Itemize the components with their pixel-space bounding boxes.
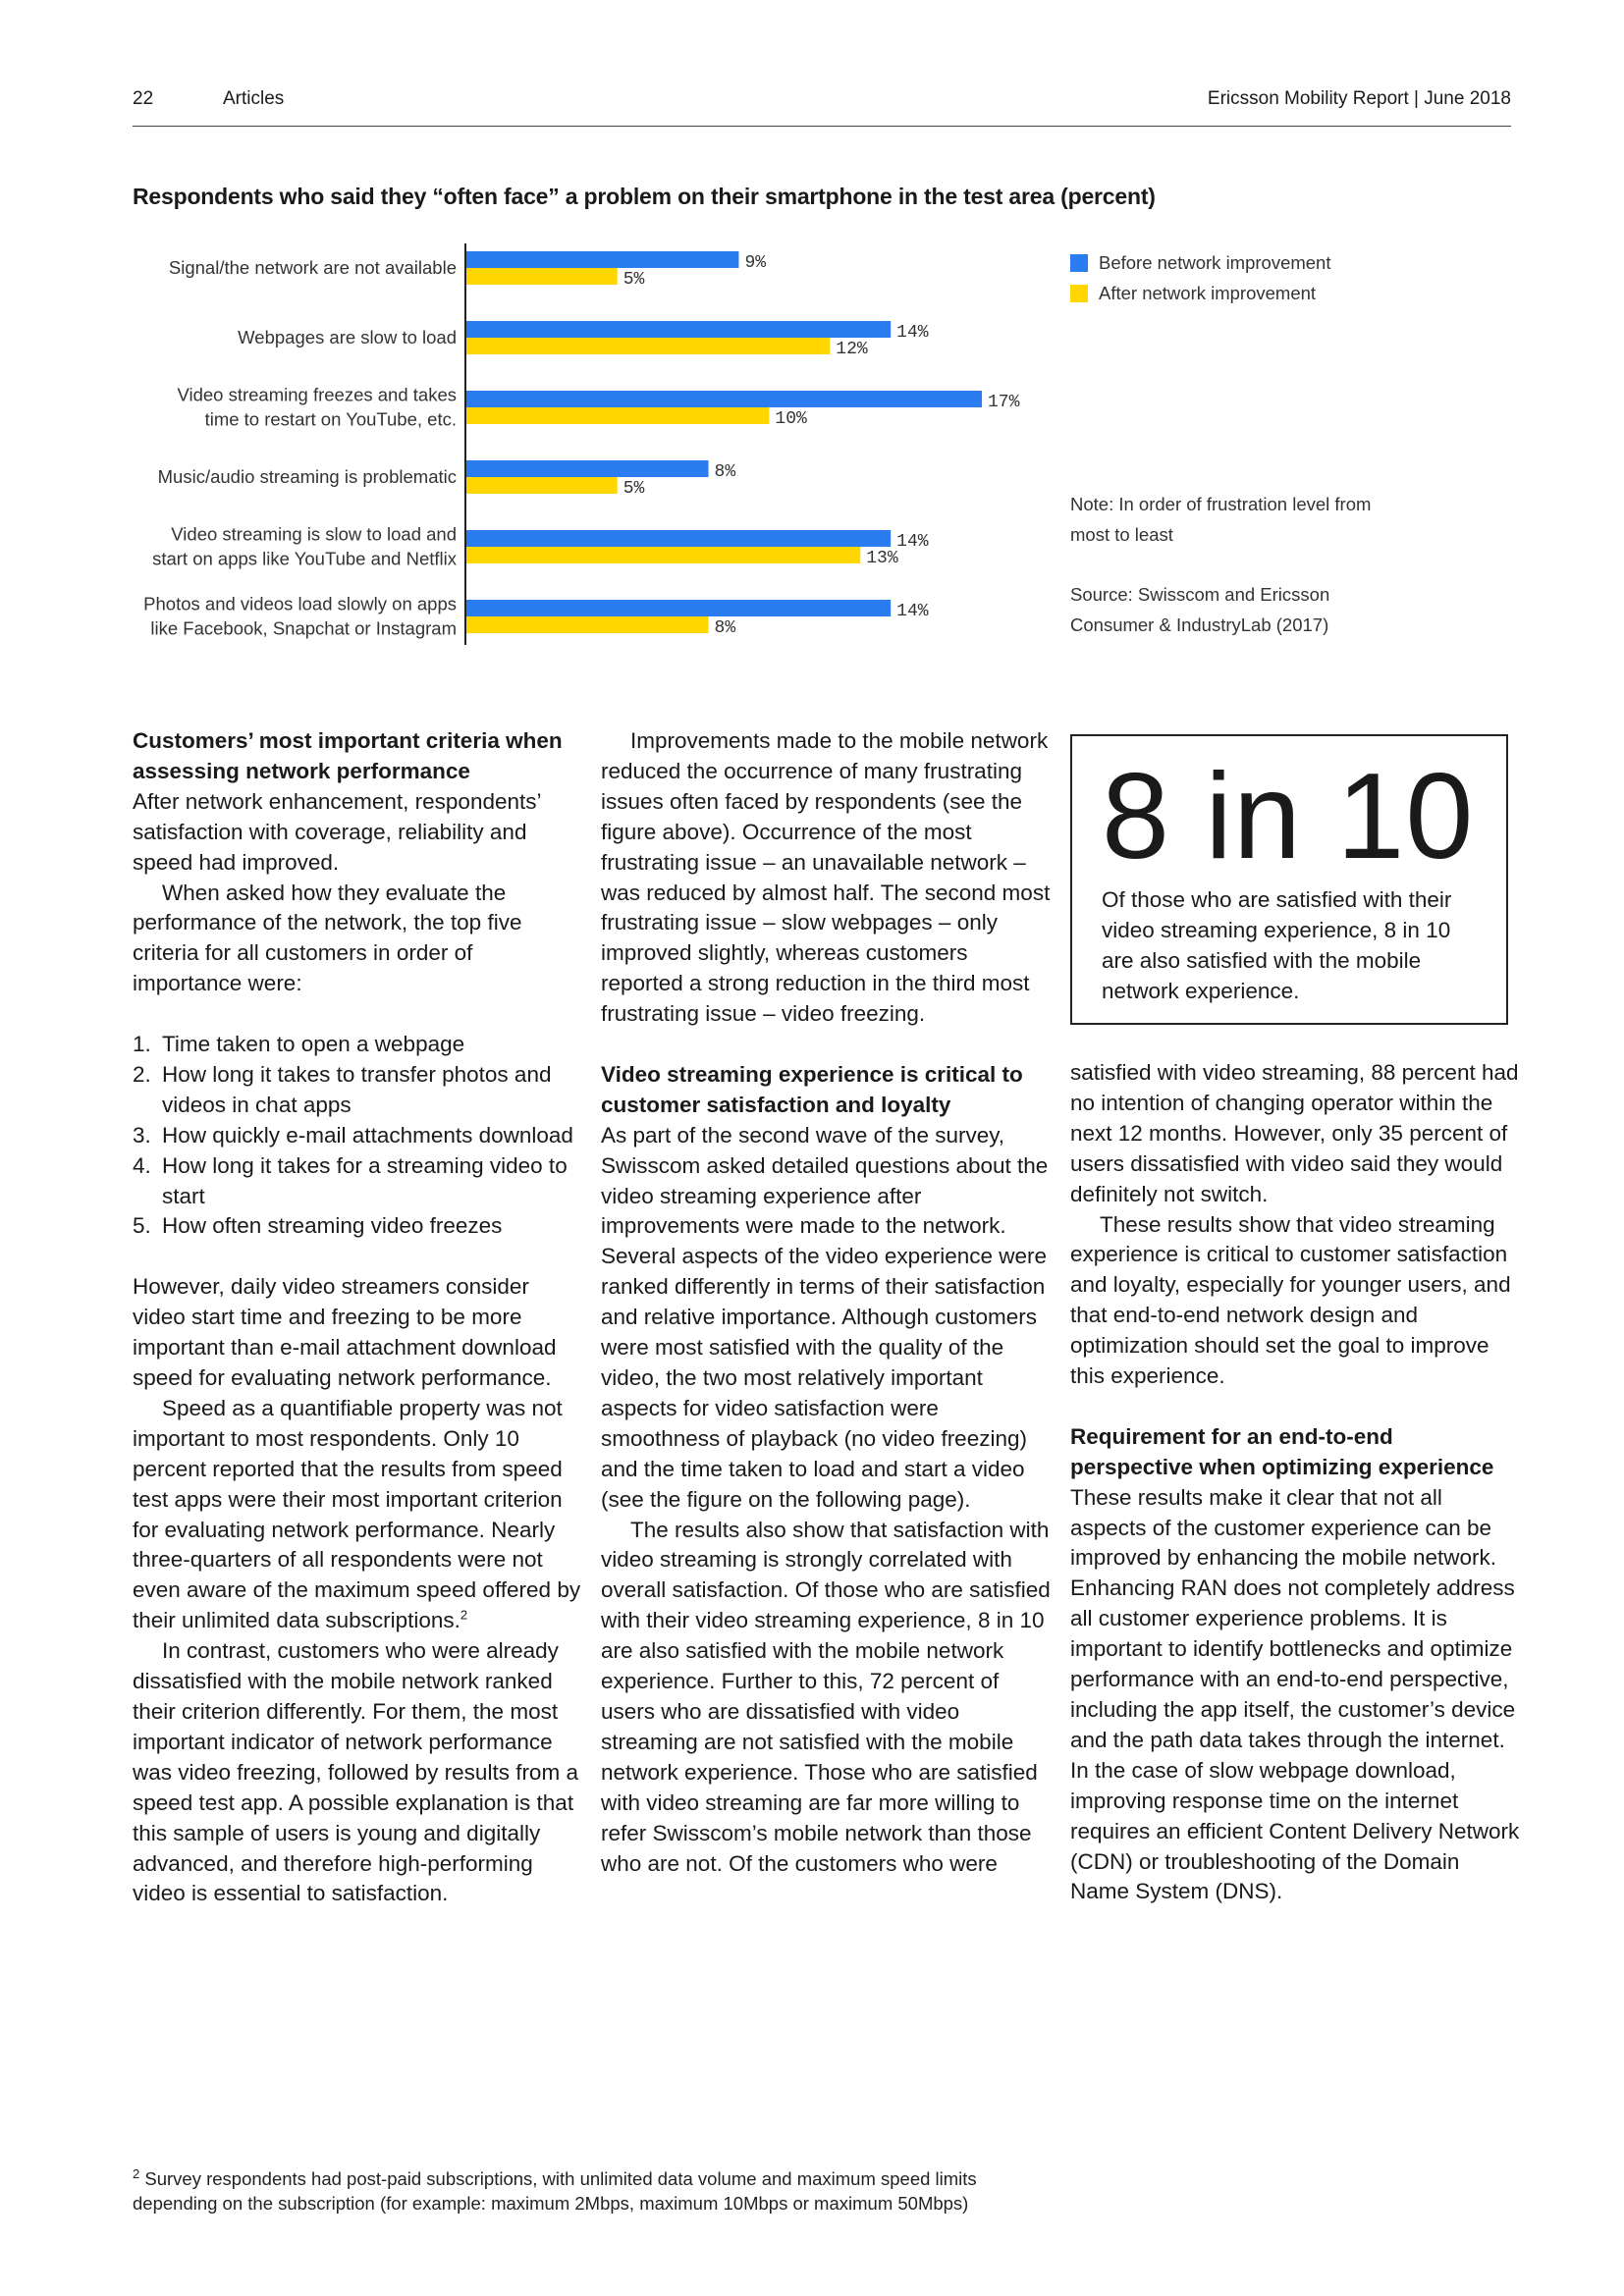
- chart-legend: [1070, 247, 1331, 308]
- footnote-mark: 2: [133, 2165, 140, 2181]
- paragraph: In contrast, customers who were already dissatisfied with the mobile network ranked their criterion differently. For them, the most important indicator of network performance was video freezing, followed by results from a speed test app. A possible explanation is that this sample of users is young and digitally advanced, and therefore high-performing video is essential to satisfaction.: [133, 1638, 578, 1906]
- legend-swatch-after: [1070, 285, 1088, 302]
- bar-after-5: [465, 547, 860, 563]
- value-label-before-5: 14%: [896, 532, 929, 552]
- paragraph: As part of the second wave of the survey, Swisscom asked detailed questions about the video streaming experience after improvements were made to the network. Several aspects of the video experience were ranked differently in terms of their satisfaction and relative importance. Although customers were most satisfied with the quality of the video, the two most relatively important aspects for video satisfaction were smoothness of playback (no video freezing) and the time taken to load and start a video (see the figure on the following page).: [601, 1122, 1049, 1512]
- section-heading: Requirement for an end-to-end perspective when optimizing experience: [1070, 1423, 1494, 1479]
- paragraph: Improvements made to the mobile network reduced the occurrence of many frustrating issues often faced by respondents (see the figure above). Occurrence of the most frustrating issue – an unavailable network – was reduced by almost half. The second most frustrating issue – slow webpages – only improved slightly, whereas customers reported a strong reduction in the third most frustrating issue – video freezing.: [601, 728, 1051, 1027]
- value-label-after-1: 5%: [623, 270, 645, 290]
- bar-after-1: [465, 268, 618, 285]
- paragraph: After network enhancement, respondents’ satisfaction with coverage, reliability and speed had improved.: [133, 788, 541, 875]
- text-column-1: [133, 726, 584, 1909]
- category-label-6: Photos and videos load slowly on apps: [143, 593, 457, 614]
- legend-item-after: [1070, 278, 1331, 308]
- value-label-before-2: 14%: [896, 323, 929, 343]
- paragraph: When asked how they evaluate the performance of the network, the top five criteria for all customers in order of importance were:: [133, 880, 522, 996]
- list-item: 3. How quickly e-mail attachments download: [133, 1122, 573, 1148]
- text-column-2: [601, 726, 1053, 1879]
- paragraph: These results show that video streaming experience is critical to customer satisfaction and loyalty, especially for younger users, and that end-to-end network design and optimization should set the goal to improve this experience.: [1070, 1211, 1511, 1389]
- callout-figure: 8 in 10: [1102, 749, 1475, 884]
- bar-after-4: [465, 477, 618, 494]
- bar-before-6: [465, 600, 891, 616]
- paragraph: Speed as a quantifiable property was not important to most respondents. Only 10 percent reported that the results from speed test apps were their most important criterion for evaluating network performance. Nearly three-quarters of all respondents were not even aware of the maximum speed offered by their unlimited data subscriptions.$^2$: [133, 1395, 581, 1633]
- category-label-3: Video streaming freezes and takes: [177, 384, 457, 405]
- value-label-before-6: 14%: [896, 602, 929, 621]
- value-label-after-4: 5%: [623, 479, 645, 499]
- paragraph: However, daily video streamers consider video start time and freezing to be more important than e-mail attachment download speed for evaluating network performance.: [133, 1274, 557, 1390]
- value-label-before-3: 17%: [988, 393, 1020, 412]
- footnote-ref: 2: [460, 1607, 468, 1623]
- paragraph: These results make it clear that not all aspects of the customer experience can be improved by enhancing the mobile network. Enhancing RAN does not completely address all customer experience problems. It is important to identify bottlenecks and optimize performance with an end-to-end perspective, including the app itself, the customer’s device and the path data takes through the internet. In the case of slow webpage download, improving response time on the internet requires an efficient Content Delivery Network (CDN) or troubleshooting of the Domain Name System (DNS).: [1070, 1484, 1520, 1904]
- category-label-6: like Facebook, Snapchat or Instagram: [150, 617, 457, 639]
- chart-note: Note: In order of frustration level from most to least: [1070, 494, 1372, 545]
- legend-item-before: [1070, 247, 1331, 278]
- bar-before-5: [465, 530, 891, 547]
- callout-text: Of those who are satisfied with their video streaming experience, 8 in 10 are also satisfied with the mobile network experience.: [1102, 887, 1452, 1003]
- legend-label-after: After network improvement: [1099, 282, 1317, 303]
- section-heading: Video streaming experience is critical to customer satisfaction and loyalty: [601, 1061, 1023, 1117]
- section-name: Articles: [223, 88, 285, 109]
- bar-after-3: [465, 407, 769, 424]
- footnote-text: Survey respondents had post-paid subscriptions, with unlimited data volume and maximum speed limits depending on the subscription (for example: maximum 2Mbps, maximum 10Mbps or maximum 50Mbps): [133, 2168, 977, 2214]
- value-label-after-3: 10%: [775, 409, 807, 429]
- bar-before-3: [465, 391, 982, 407]
- chart-title: Respondents who said they “often face” a problem on their smartphone in the test area (percent): [133, 184, 1156, 209]
- category-label-5: start on apps like YouTube and Netflix: [152, 548, 457, 569]
- value-label-before-4: 8%: [714, 462, 736, 482]
- list-item: 1. Time taken to open a webpage: [133, 1032, 465, 1057]
- list-item: 2. How long it takes to transfer photos and videos in chat apps: [133, 1061, 552, 1117]
- legend-swatch-before: [1070, 254, 1088, 272]
- value-label-after-2: 12%: [836, 340, 868, 359]
- bar-after-6: [465, 616, 709, 633]
- category-label-5: Video streaming is slow to load and: [171, 523, 457, 545]
- footnote: [133, 2166, 1016, 2216]
- legend-label-before: Before network improvement: [1099, 251, 1331, 273]
- paragraph: satisfied with video streaming, 88 percent had no intention of changing operator within the next 12 months. However, only 35 percent of users dissatisfied with video said they would definitely not switch.: [1070, 1060, 1519, 1206]
- bar-before-1: [465, 251, 738, 268]
- paragraph: The results also show that satisfaction with video streaming is strongly correlated with overall satisfaction. Of those who are satisfied with their video streaming experience, 8 in 10 are also satisfied with the mobile network experience. Further to this, 72 percent of users who are dissatisfied with video streaming are not satisfied with the mobile network experience. Those who are satisfied with video streaming are far more willing to refer Swisscom’s mobile network than those who are not. Of the customers who were: [601, 1517, 1051, 1876]
- category-label-2: Webpages are slow to load: [238, 327, 457, 347]
- stat-callout: [1070, 734, 1508, 1025]
- bar-after-2: [465, 338, 830, 354]
- category-label-4: Music/audio streaming is problematic: [157, 466, 457, 487]
- value-label-after-6: 8%: [714, 618, 736, 638]
- list-item: 4. How long it takes for a streaming video to start: [133, 1152, 568, 1208]
- criteria-list: [133, 1030, 584, 1242]
- category-label-1: Signal/the network are not available: [168, 257, 457, 278]
- page-number: 22: [133, 88, 154, 109]
- bar-before-2: [465, 321, 891, 338]
- report-title: Ericsson Mobility Report | June 2018: [1207, 88, 1511, 109]
- category-label-3: time to restart on YouTube, etc.: [204, 408, 457, 430]
- section-heading: Customers’ most important criteria when assessing network performance: [133, 728, 563, 783]
- bar-before-4: [465, 460, 709, 477]
- value-label-after-5: 13%: [866, 549, 898, 568]
- value-label-before-1: 9%: [744, 253, 767, 273]
- chart-source: Source: Swisscom and Ericsson Consumer & IndustryLab (2017): [1070, 584, 1330, 635]
- list-item: 5. How often streaming video freezes: [133, 1213, 503, 1239]
